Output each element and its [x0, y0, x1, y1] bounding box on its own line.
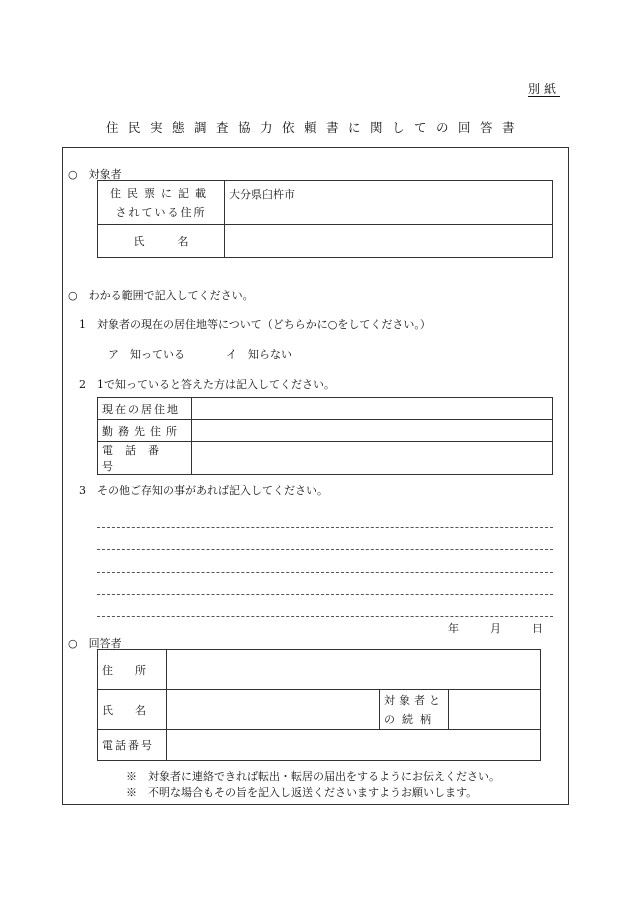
respondent-phone-label: 電話番号: [98, 730, 167, 761]
respondent-table: [97, 649, 541, 761]
answer-line[interactable]: [97, 549, 553, 550]
question-3: 3 その他ご存知の事があれば記入してください。: [79, 484, 328, 497]
respondent-heading: ○ 回答者: [68, 637, 122, 650]
q2-table: [97, 397, 553, 475]
answer-line[interactable]: [97, 594, 553, 595]
question-2: 2 1で知っていると答えた方は記入してください。: [79, 378, 335, 391]
target-address-label: 住民票に記載 されている住所: [98, 181, 225, 225]
annex-label: 別紙: [528, 82, 561, 96]
respondent-address-value[interactable]: [167, 650, 541, 690]
q2-row-label: 勤務先住所: [98, 420, 192, 442]
option-know[interactable]: ア 知っている: [108, 348, 185, 361]
date-field[interactable]: 年 月 日: [448, 622, 546, 635]
target-name-value[interactable]: [225, 225, 553, 258]
target-table: [97, 180, 553, 258]
respondent-name-value[interactable]: [167, 690, 380, 730]
respondent-address-label: 住 所: [98, 650, 167, 690]
relation-value[interactable]: [449, 690, 541, 730]
target-address-value[interactable]: 大分県臼杵市: [225, 181, 553, 225]
answer-line[interactable]: [97, 527, 553, 528]
target-heading: ○ 対象者: [68, 168, 122, 181]
relation-label: 対象者と の続柄: [380, 690, 449, 730]
option-dont-know[interactable]: イ 知らない: [226, 348, 292, 361]
respondent-name-label: 氏 名: [98, 690, 167, 730]
instructions-heading: ○ わかる範囲で記入してください。: [68, 289, 254, 302]
respondent-phone-value[interactable]: [167, 730, 541, 761]
q2-row-value[interactable]: [192, 442, 553, 475]
answer-line[interactable]: [97, 572, 553, 573]
note-1: ※ 対象者に連絡できれば転出・転居の届出をするようにお伝えください。: [126, 770, 500, 783]
target-name-label: 氏 名: [98, 225, 225, 258]
q2-row-label: 現在の居住地: [98, 398, 192, 420]
note-2: ※ 不明な場合もその旨を記入し返送くださいますようお願いします。: [126, 786, 478, 799]
q2-row-value[interactable]: [192, 398, 553, 420]
question-1: 1 対象者の現在の居住地等について（どちらかに○をしてください。）: [79, 318, 431, 331]
q2-row-label: 電話番号: [98, 442, 192, 475]
q2-row-value[interactable]: [192, 420, 553, 442]
answer-line[interactable]: [97, 616, 553, 617]
form-title: 住民実態調査協力依頼書に関しての回答書: [105, 120, 524, 135]
